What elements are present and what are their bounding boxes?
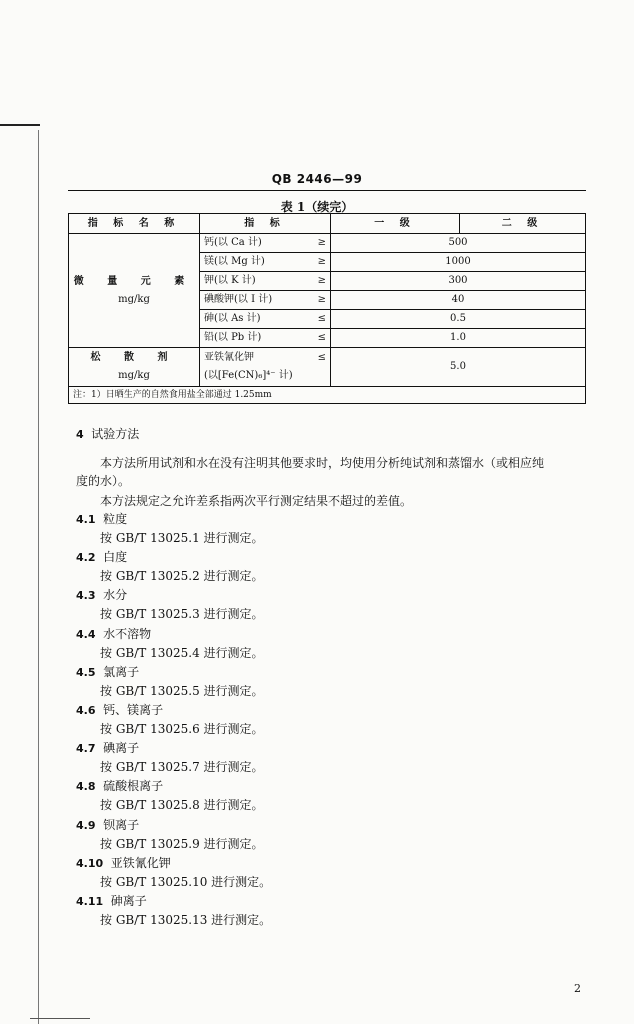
subsection-number: 4.5 — [76, 665, 96, 679]
subsection-number: 4.9 — [76, 818, 96, 832]
header-grade-1: 一 级 — [331, 214, 460, 234]
indicator-value: 5.0 — [331, 348, 586, 387]
indicator-operator: ≥ — [317, 294, 326, 305]
indicator-value: 1.0 — [331, 329, 586, 348]
subsection-text: 按 GB/T 13025.13 进行测定。 — [100, 913, 272, 927]
intro-paragraph-line1: 本方法所用试剂和水在没有注明其他要求时，均使用分析纯试剂和蒸馏水（或相应纯 — [100, 456, 545, 470]
section-heading — [76, 425, 139, 442]
subsection-text: 按 GB/T 13025.5 进行测定。 — [100, 683, 264, 698]
subsection-heading — [76, 701, 163, 718]
subsection-number: 4.2 — [76, 551, 96, 565]
table-row — [69, 348, 586, 387]
subsection-heading — [76, 892, 147, 909]
scan-margin-line — [38, 130, 39, 1024]
indicator-label: 碘酸钾(以 I 计) — [204, 294, 273, 305]
indicator-label: 钙(以 Ca 计) — [204, 237, 262, 248]
indicator-cell — [200, 234, 331, 253]
indicator-operator: ≤ — [317, 313, 326, 324]
subsection-number: 4.3 — [76, 589, 96, 603]
subsection-title: 钡离子 — [103, 817, 140, 832]
subsection-heading — [76, 739, 139, 756]
indicator-operator: ≤ — [317, 352, 326, 363]
indicator-value: 0.5 — [331, 310, 586, 329]
subsection-heading — [76, 510, 127, 527]
subsection-heading — [76, 663, 139, 680]
subsection-heading — [76, 816, 139, 833]
indicator-value: 500 — [331, 234, 586, 253]
indicator-operator: ≥ — [317, 237, 326, 248]
header-indicator-name: 指 标 名 称 — [69, 214, 200, 234]
indicator-cell — [200, 329, 331, 348]
subsection-text: 按 GB/T 13025.6 进行测定。 — [100, 722, 264, 736]
subsection-text: 按 GB/T 13025.2 进行测定。 — [100, 569, 264, 584]
indicator-label: 铅(以 Pb 计) — [204, 332, 262, 343]
subsection-title: 水不溶物 — [103, 626, 152, 641]
subsection-heading — [76, 777, 163, 794]
indicator-cell — [200, 272, 331, 291]
page-number: 2 — [574, 982, 581, 995]
header-grade-2: 二 级 — [460, 214, 586, 234]
subsection-text: 按 GB/T 13025.7 进行测定。 — [100, 760, 264, 775]
subsection-heading — [76, 625, 151, 642]
subsection-text: 按 GB/T 13025.1 进行测定。 — [100, 531, 264, 545]
group-unit: mg/kg — [118, 293, 150, 305]
table-header-row — [69, 214, 586, 234]
subsection-heading — [76, 548, 127, 565]
subsection-text: 按 GB/T 13025.4 进行测定。 — [100, 645, 264, 660]
subsection-title: 亚铁氰化钾 — [110, 855, 171, 870]
indicator-cell — [200, 253, 331, 272]
indicator-label: 钾(以 K 计) — [204, 275, 256, 286]
indicator-value: 1000 — [331, 253, 586, 272]
subsection-title: 砷离子 — [110, 894, 147, 908]
subsection-title: 氯离子 — [103, 664, 140, 679]
group-anticaking-agent — [69, 348, 200, 387]
header-indicator: 指 标 — [200, 214, 331, 234]
subsection-number: 4.4 — [76, 627, 96, 641]
subsection-title: 粒度 — [103, 512, 128, 526]
subsection-number: 4.6 — [76, 704, 96, 717]
header-rule — [68, 190, 586, 191]
indicator-operator: ≤ — [317, 332, 326, 343]
subsection-title: 水分 — [103, 588, 128, 603]
indicator-value: 40 — [331, 291, 586, 310]
scan-edge-mark — [0, 124, 40, 126]
table-note-row — [69, 387, 586, 404]
subsection-number: 4.1 — [76, 513, 96, 526]
group-name: 微 量 元 素 — [73, 275, 195, 287]
indicator-label: 砷(以 As 计) — [204, 313, 261, 324]
subsection-number: 4.7 — [76, 742, 96, 756]
group-trace-elements — [69, 234, 200, 348]
table-note: 注：1）日晒生产的自然食用盐全部通过 1.25mm — [69, 387, 586, 404]
subsection-number: 4.11 — [76, 895, 104, 908]
subsection-title: 白度 — [103, 550, 128, 565]
indicator-label: 亚铁氰化钾 — [204, 352, 254, 363]
indicator-cell — [200, 310, 331, 329]
indicator-operator: ≥ — [317, 256, 326, 267]
indicator-value: 300 — [331, 272, 586, 291]
subsection-heading — [76, 854, 171, 871]
indicator-cell — [200, 348, 331, 387]
subsection-title: 钙、镁离子 — [103, 703, 164, 717]
tolerance-paragraph: 本方法规定之允许差系指两次平行测定结果不超过的差值。 — [100, 494, 413, 508]
table-row — [69, 234, 586, 253]
subsection-text: 按 GB/T 13025.10 进行测定。 — [100, 874, 272, 889]
standard-code: QB 2446—99 — [271, 172, 363, 186]
table-title: 表 1（续完） — [280, 200, 354, 214]
subsection-title: 硫酸根离子 — [103, 779, 164, 794]
indicator-cell — [200, 291, 331, 310]
section-number: 4 — [76, 428, 84, 441]
section-title: 试验方法 — [91, 427, 140, 441]
scan-edge-mark-bottom — [30, 1018, 90, 1019]
subsection-text: 按 GB/T 13025.8 进行测定。 — [100, 798, 264, 813]
group-name: 松 散 剂 — [90, 352, 178, 363]
indicator-label-formula: (以[Fe(CN)₆]⁴⁻ 计) — [204, 370, 293, 381]
spec-table — [68, 213, 586, 404]
subsection-text: 按 GB/T 13025.3 进行测定。 — [100, 607, 264, 622]
subsection-text: 按 GB/T 13025.9 进行测定。 — [100, 836, 264, 851]
indicator-operator: ≥ — [317, 275, 326, 286]
subsection-number: 4.8 — [76, 780, 96, 794]
subsection-title: 碘离子 — [103, 741, 140, 756]
indicator-label: 镁(以 Mg 计) — [204, 256, 265, 267]
subsection-number: 4.10 — [76, 856, 104, 870]
group-unit: mg/kg — [118, 370, 150, 381]
subsection-heading — [76, 586, 127, 603]
intro-paragraph-line2: 度的水）。 — [76, 474, 131, 488]
